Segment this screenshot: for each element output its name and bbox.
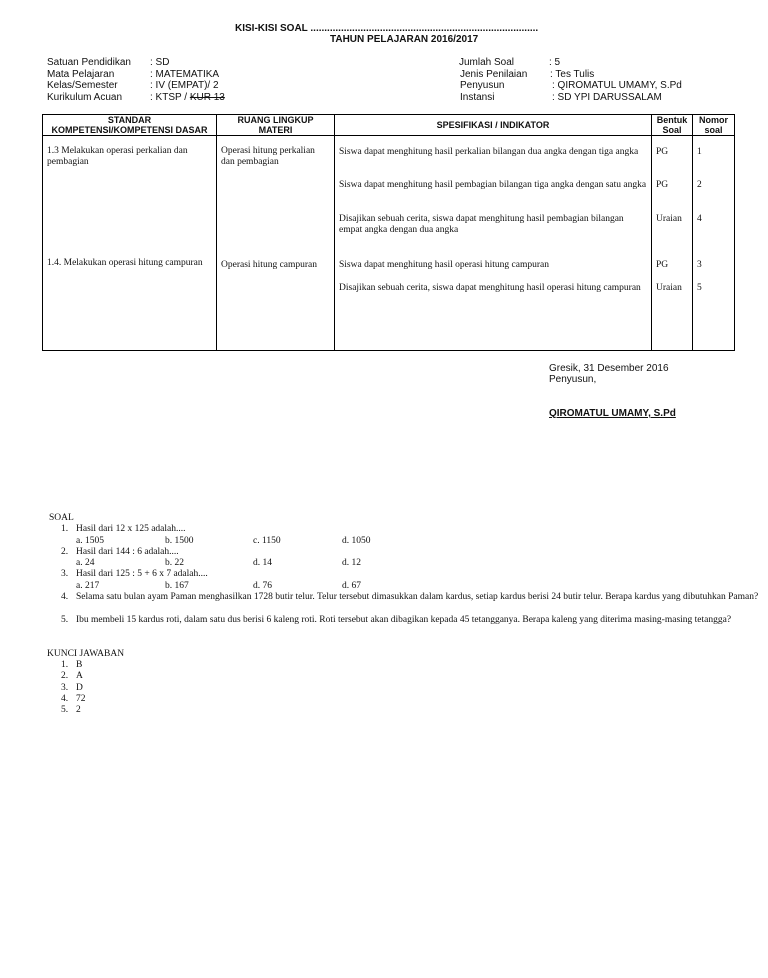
question-option: d. 1050: [342, 536, 371, 546]
header-spesifikasi: SPESIFIKASI / INDIKATOR: [335, 115, 652, 136]
nomor-item: 1: [697, 147, 702, 157]
info-value: : IV (EMPAT)/ 2: [150, 80, 219, 91]
materi-item: Operasi hitung perkalian dan pembagian: [221, 146, 315, 167]
header-nomor-soal: Nomor soal: [693, 115, 735, 136]
info-left-values: [150, 57, 225, 103]
question-text: Hasil dari 12 x 125 adalah....: [76, 524, 186, 534]
bentuk-item: PG: [656, 260, 669, 270]
materi-item: Operasi hitung campuran: [221, 260, 318, 270]
info-value: : SD: [150, 57, 170, 68]
question-option: d. 12: [342, 558, 361, 568]
answer-value: 2: [76, 705, 81, 715]
info-label: Jenis Penilaian: [460, 68, 528, 80]
signature-role: Penyusun,: [549, 374, 597, 385]
question-number: 5.: [61, 615, 69, 625]
answer-number: 2.: [61, 671, 69, 681]
info-label: Mata Pelajaran: [47, 68, 115, 80]
info-right-values: [549, 57, 682, 103]
kompetensi-cell: [43, 136, 217, 351]
question-option: b. 167: [165, 581, 189, 591]
signature-name: QIROMATUL UMAMY, S.Pd: [549, 408, 676, 419]
info-left-labels: [47, 57, 131, 103]
bentuk-item: Uraian: [656, 283, 682, 293]
info-value: : KTSP /: [150, 91, 190, 103]
info-value: : 5: [549, 57, 561, 68]
indikator-cell: [335, 136, 652, 351]
question-number: 3.: [61, 569, 69, 579]
soal-heading: SOAL: [49, 513, 74, 523]
info-label: Kelas/Semester: [47, 80, 118, 91]
info-value: : MATEMATIKA: [150, 68, 220, 80]
question-option: a. 217: [76, 581, 100, 591]
nomor-cell: [693, 136, 735, 351]
question-text: Hasil dari 125 : 5 + 6 x 7 adalah....: [76, 569, 208, 579]
signature-place-date: Gresik, 31 Desember 2016: [549, 363, 669, 374]
answer-value: 72: [76, 694, 86, 704]
question-number: 1.: [61, 524, 69, 534]
indikator-item: Siswa dapat menghitung hasil operasi hitung campuran: [339, 260, 550, 270]
question-text: Ibu membeli 15 kardus roti, dalam satu dus berisi 6 kaleng roti. Roti tersebut akan dibagikan kepada 45 tetangganya. Berapa kaleng yang diterima masing-masing tetangga?: [76, 615, 732, 625]
answer-value: A: [76, 671, 83, 681]
document-title: KISI-KISI SOAL ..................................................................................: [235, 23, 539, 34]
question-option: d. 14: [253, 558, 272, 568]
info-value: : QIROMATUL UMAMY, S.Pd: [552, 80, 682, 91]
info-label: Jumlah Soal: [459, 57, 515, 68]
bentuk-item: PG: [656, 180, 669, 190]
info-value-kurikulum: [150, 92, 225, 104]
bentuk-cell: [652, 136, 693, 351]
answer-number: 1.: [61, 660, 69, 670]
materi-cell: [217, 136, 335, 351]
struck-value: KUR 13: [189, 91, 225, 103]
question-text: Hasil dari 144 : 6 adalah....: [76, 547, 179, 557]
kompetensi-item: 1.4. Melakukan operasi hitung campuran: [47, 258, 203, 268]
info-value: : Tes Tulis: [550, 68, 595, 80]
question-option: d. 76: [253, 581, 272, 591]
kompetensi-item: 1.3 Melakukan operasi perkalian dan pembagian: [47, 146, 188, 167]
info-label: Penyusun: [460, 80, 505, 91]
nomor-item: 5: [697, 283, 702, 293]
indikator-item: Siswa dapat menghitung hasil pembagian bilangan tiga angka dengan satu angka: [339, 180, 647, 190]
answer-number: 3.: [61, 683, 69, 693]
header-standar: STANDAR KOMPETENSI/KOMPETENSI DASAR: [43, 115, 217, 136]
nomor-item: 2: [697, 180, 702, 190]
info-value: : SD YPI DARUSSALAM: [552, 91, 662, 103]
question-number: 2.: [61, 547, 69, 557]
answer-value: D: [76, 683, 83, 693]
indikator-item: Disajikan sebuah cerita, siswa dapat menghitung hasil operasi hitung campuran: [339, 283, 641, 293]
nomor-item: 4: [697, 214, 702, 224]
question-option: c. 1150: [253, 536, 281, 546]
table-header-row: [43, 115, 735, 136]
question-option: a. 24: [76, 558, 95, 568]
question-option: a. 1505: [76, 536, 104, 546]
kisi-table: [42, 114, 735, 351]
answer-number: 5.: [61, 705, 69, 715]
question-option: d. 67: [342, 581, 361, 591]
question-text: Selama satu bulan ayam Paman menghasilkan 1728 butir telur. Telur tersebut dimasukkan dalam kardus, setiap kardus berisi 24 butir telur. Berapa kardus yang dibutuhkan Paman?: [76, 592, 759, 602]
table-row: [43, 136, 735, 351]
indikator-item: Disajikan sebuah cerita, siswa dapat menghitung hasil pembagian bilangan empat angka dengan dua angka: [339, 214, 624, 235]
answer-number: 4.: [61, 694, 69, 704]
question-number: 4.: [61, 592, 69, 602]
info-label: Satuan Pendidikan: [47, 57, 131, 68]
info-right-labels: [459, 57, 527, 103]
kunci-heading: KUNCI JAWABAN: [47, 649, 125, 659]
info-label: Instansi: [460, 91, 495, 103]
question-option: b. 22: [165, 558, 184, 568]
bentuk-item: PG: [656, 147, 669, 157]
bentuk-item: Uraian: [656, 214, 682, 224]
info-label: Kurikulum Acuan: [47, 91, 123, 103]
header-bentuk-soal: Bentuk Soal: [652, 115, 693, 136]
nomor-item: 3: [697, 260, 702, 270]
document-subtitle: TAHUN PELAJARAN 2016/2017: [330, 34, 479, 45]
question-option: b. 1500: [165, 536, 194, 546]
header-ruang-lingkup: RUANG LINGKUP MATERI: [217, 115, 335, 136]
answer-value: B: [76, 660, 83, 670]
indikator-item: Siswa dapat menghitung hasil perkalian bilangan dua angka dengan tiga angka: [339, 147, 639, 157]
